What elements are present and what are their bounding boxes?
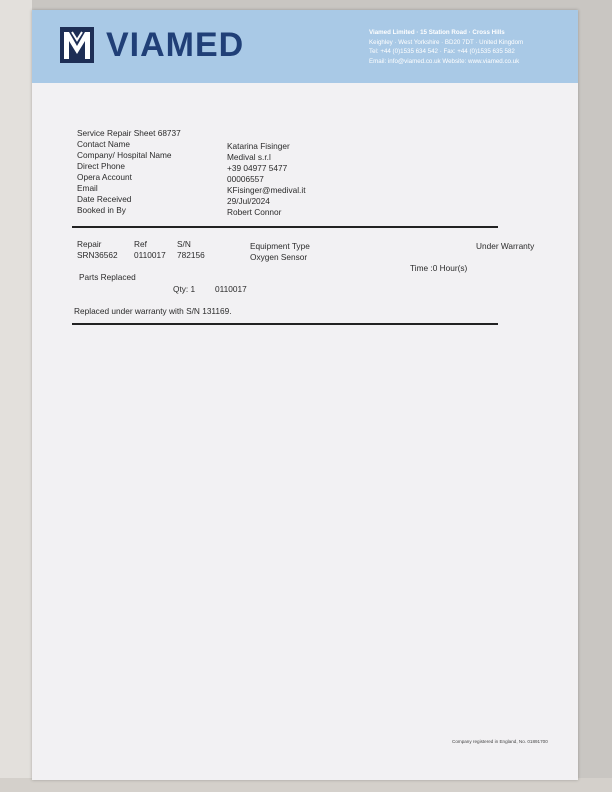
section-divider-bottom	[72, 323, 498, 325]
part-number: 0110017	[215, 284, 247, 294]
column-header-sn: S/N	[177, 239, 191, 249]
company-email-line: Email: info@viamed.co.uk Website: www.viamed.co.uk	[369, 57, 520, 65]
sn-value: 782156	[177, 250, 205, 260]
sheet-title: Service Repair Sheet 68737	[77, 128, 181, 138]
company-contact-block	[369, 28, 574, 66]
value-opera-account: 00006557	[227, 174, 264, 184]
column-header-ref: Ref	[134, 239, 147, 249]
part-quantity: Qty: 1	[173, 284, 196, 294]
service-sheet-page	[32, 10, 578, 780]
value-contact-name: Katarina Fisinger	[227, 141, 290, 151]
column-header-repair: Repair	[77, 239, 102, 249]
company-address-line: Viamed Limited · 15 Station Road · Cross Hills	[369, 29, 505, 36]
column-header-equipment: Equipment Type	[250, 241, 310, 251]
label-email: Email	[77, 183, 98, 193]
company-phone-line: Tel: +44 (0)1535 634 542 · Fax: +44 (0)1535 635 582	[369, 48, 515, 55]
company-logo-text: VIAMED	[106, 26, 245, 64]
section-divider-top	[72, 226, 498, 228]
table-surface	[0, 0, 32, 792]
equipment-value: Oxygen Sensor	[250, 252, 308, 262]
viamed-logo-icon	[60, 27, 94, 63]
label-opera-account: Opera Account	[77, 172, 132, 182]
ref-value: 0110017	[134, 250, 166, 260]
table-surface-bottom	[0, 778, 612, 792]
value-booked-in-by: Robert Connor	[227, 207, 282, 217]
label-date-received: Date Received	[77, 194, 132, 204]
repair-note: Replaced under warranty with S/N 131169.	[74, 306, 232, 316]
label-company: Company/ Hospital Name	[77, 150, 172, 160]
label-direct-phone: Direct Phone	[77, 161, 125, 171]
company-registration: Company registered in England, No. 01891700	[452, 739, 548, 744]
value-email: KFisinger@medival.it	[227, 185, 306, 195]
company-region-line: Keighley · West Yorkshire · BD20 7DT · United Kingdom	[369, 38, 524, 46]
repair-time: Time :0 Hour(s)	[410, 263, 468, 273]
value-date-received: 29/Jul/2024	[227, 196, 270, 206]
letterhead-band	[32, 10, 578, 83]
parts-replaced-label: Parts Replaced	[79, 272, 136, 282]
repair-number: SRN36562	[77, 250, 118, 260]
value-company: Medival s.r.l	[227, 152, 271, 162]
value-direct-phone: +39 04977 5477	[227, 163, 288, 173]
label-booked-in-by: Booked in By	[77, 205, 126, 215]
label-contact-name: Contact Name	[77, 139, 131, 149]
warranty-status: Under Warranty	[476, 241, 535, 251]
